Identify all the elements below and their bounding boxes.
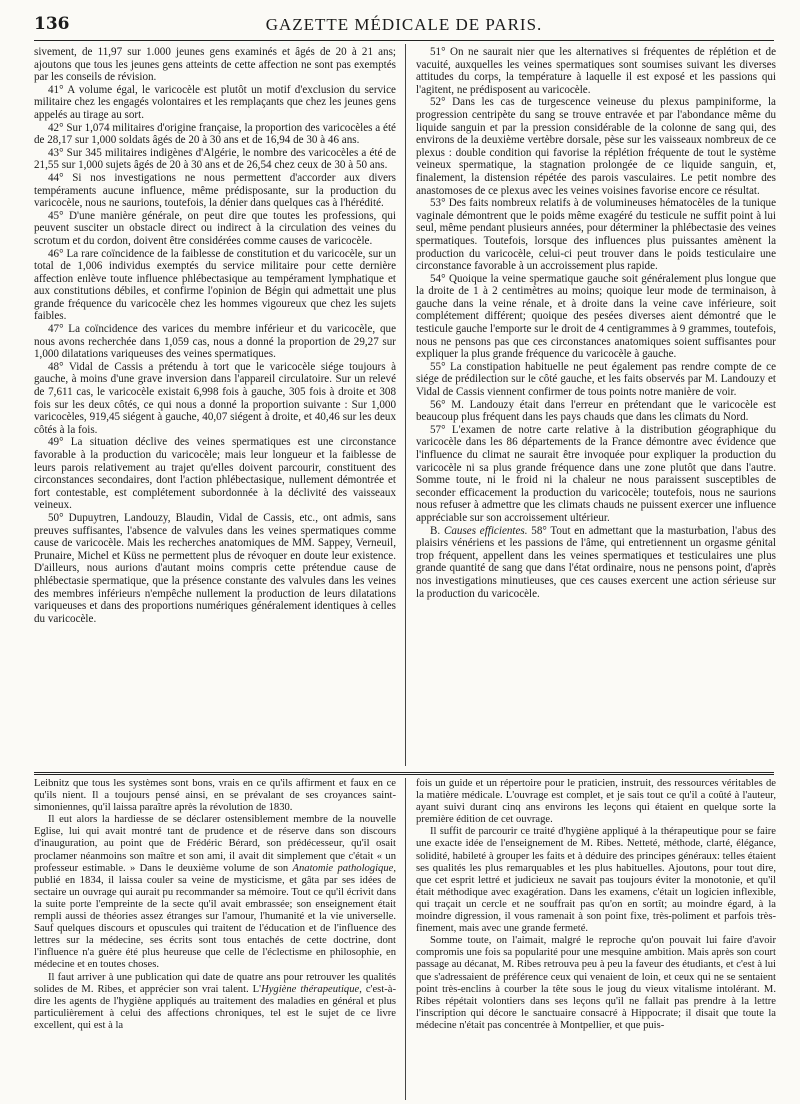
paragraph: 57° L'examen de notre carte relative à la distribution géographique du varicocèle dans les 86 départements de la France démontre avec évidence que l'influence du climat ne saurait être invoquée pour expliquer la production du varicocèle ni sa plus grande fréquence dans une zone plutôt que dans l'autre. Somme toute, ni le froid ni la chaleur ne nous paraissent susceptibles de seconder efficacement la production du varicocèle; toutefois, nous ne saurions nous refuser à admettre que les climats chauds ne puissent exercer une influence appréciable sur son accroissement ultérieur.	[416, 423, 776, 524]
journal-title: GAZETTE MÉDICALE DE PARIS.	[265, 15, 543, 34]
paragraph: Somme toute, on l'aimait, malgré le reproche qu'on pouvait lui faire d'avoir compromis une fois sa popularité pour une mesquine ambition. Mais après son court passage au décanat, M. Ribes retrouva peu à peu la faveur des étudiants, et c'est à lui que s'adressaient de préférence ceux qui venaient de loin, et ceux qui ne se sentaient point très-enclins à courber la tête sous le joug du vieux vitalisme intolérant. M. Ribes répétait volontiers dans ses leçons qu'il ne fallait pas prendre à la lettre l'inscription qui décore le sanctuaire consacré à Hippocrate; il disait que toute la médecine n'était pas concentrée à Montpellier, et que puis-	[416, 935, 776, 1031]
header-rule	[34, 40, 774, 41]
paragraph: 53° Des faits nombreux relatifs à de volumineuses hématocèles de la tunique vaginale démontrent que le poids même exagéré du testicule ne suffit point à lui seul, même pendant plusieurs années, pour déterminer la phlébectasie des veines spermatiques. Toutefois, lorsque des influences plus puissantes amènent la production du varicocèle, celui-ci peut trouver dans le poids testiculaire une circonstance favorable à un accroissement plus rapide.	[416, 197, 776, 273]
column-separator-lower	[405, 778, 406, 1100]
paragraph: sivement, de 11,97 sur 1.000 jeunes gens examinés et âgés de 20 à 21 ans; ajoutons que tous les jeunes gens atteints de cette affection ne sont pas exemptés par les conseils de révision.	[34, 46, 396, 84]
paragraph: 52° Dans les cas de turgescence veineuse du plexus pampiniforme, la progression centripète du sang se trouve entravée et par l'abondance même du liquide sanguin et par la pression considérable de la colonne de sang qui, des environs de la deuxième vertèbre dorsale, pèse sur les vaisseaux nombreux de ce plexus : double condition qui favorise la réplétion fréquente de tout le système veineux spermatique, la stagnation prolongée de ce liquide sanguin, et, finalement, la distension répétée des parois vasculaires. Le petit nombre des anastomoses de ce plexus avec les veines voisines favorise encore ce résultat.	[416, 96, 776, 197]
paragraph: 56° M. Landouzy était dans l'erreur en prétendant que le varicocèle est beaucoup plus fréquent dans les pays chauds que dans les climats du Nord.	[416, 398, 776, 424]
paragraph: 41° A volume égal, le varicocèle est plutôt un motif d'exclusion du service militaire chez les engagés volontaires et les remplaçants que chez les jeunes gens appelés au tirage au sort.	[34, 83, 396, 121]
paragraph: 47° La coïncidence des varices du membre inférieur et du varicocèle, que nous avons recherchée dans 1,059 cas, nous a donné la proportion de 29,27 sur 1,000 dilatations variqueuses des veines spermatiques.	[34, 323, 396, 361]
section-divider	[34, 772, 774, 775]
text-run: Il eut alors la hardiesse de se déclarer ostensiblement membre de la nouvelle Eglise, lui qui avait montré tant de prudence et de réserve dans son discours d'inauguration, au point que de Frédéric Bérard, son prédécesseur, qu'il osait proclamer néanmoins son maître et son ami, il avait dit simplement que c'était « un professeur estimable. » Dans le deuxième volume de son	[34, 814, 396, 874]
text-run: , publié en 1834, il laissa couler sa veine de mysticisme, et gâta par ses idées de sectaire un ouvrage qui aurait pu recommander sa mémoire. Tout ce qu'il écrivit dans la suite porte l'empreinte de la secte qu'il avait embrassée; son enseignement était rempli aussi de théories assez étranges sur l'amour, l'humanité et la vie universelle. Sauf quelques discours et opuscules qui traitent de l'éducation et de l'influence des lettres sur la médecine, ses écrits sont tous entachés de cette doctrine, dont l'influence n'a guère été plus heureuse que celle de l'éclectisme en philosophie, en médecine et en toutes choses.	[34, 862, 396, 971]
section-label: B.	[430, 524, 441, 537]
paragraph: fois un guide et un répertoire pour le praticien, instruit, des ressources véritables de la matière médicale. L'ouvrage est complet, et je sais tout ce qu'il a coûté à l'auteur, ayant suivi durant cinq ans environs les leçons qui étaient en quelque sorte la première édition de cet ouvrage.	[416, 778, 776, 826]
upper-right-column	[416, 46, 776, 764]
paragraph: Leibnitz que tous les systèmes sont bons, vrais en ce qu'ils affirment et faux en ce qu'ils nient. Il a toujours pensé ainsi, en se prévalant de ses croyances saint-simoniennes, qu'il laissa paraître après la révolution de 1830.	[34, 778, 396, 814]
text-run: Il faut arriver à une publication qui date de quatre ans pour retrouver les qualités solides de M. Ribes, et apprécier son vrai talent. L'	[34, 971, 396, 995]
lower-right-column	[416, 778, 776, 1100]
section-title: Causes efficientes.	[443, 524, 528, 537]
text-run: , c'est-à-dire les agents de l'hygiène appliqués au traitement des maladies en général et plus particulièrement à celui des affections chroniques, tel est le sujet de ce livre excellent, qui est à la	[34, 983, 396, 1031]
paragraph	[34, 972, 396, 1032]
book-title: Anatomie pathologique	[292, 862, 394, 874]
paragraph: 49° La situation déclive des veines spermatiques est une circonstance favorable à la production du varicocèle; mais leur longueur et la faiblesse de leurs parois relativement au trajet qu'elles doivent parcourir, constituent des circonstances secondaires, dont l'action phlébectasique, nullement démontrée et fort contestable, est complétement subordonnée à la déclivité des vaisseaux veineux.	[34, 436, 396, 512]
paragraph: 48° Vidal de Cassis a prétendu à tort que le varicocèle siége toujours à gauche, à moins d'une grave inversion dans l'appareil circulatoire. Sur un relevé de 7,611 cas, le varicocèle existait 6,998 fois à gauche, 305 fois à droite et 308 fois sur les deux côtés, ce qui nous a donné la proportion suivante : Sur 1,000 varicocèles, 919,45 siégent à gauche, 40,07 siégent à droite, et 40,46 sur les deux côtés à la fois.	[34, 360, 396, 436]
paragraph: 45° D'une manière générale, on peut dire que toutes les professions, qui peuvent susciter un obstacle direct ou indirect à la circulation des veines du scrotum et du cordon, doivent être considérées comme causes de varicocèle.	[34, 209, 396, 247]
page-header	[34, 14, 774, 36]
paragraph: 44° Si nos investigations ne nous permettent d'accorder aux divers tempéraments aucune influence, même prédisposante, sur la production du varicocèle, nous ne saurions, toutefois, la dénier dans quelques cas à l'hérédité.	[34, 171, 396, 210]
paragraph: 51° On ne saurait nier que les alternatives si fréquentes de réplétion et de vacuité, auxquelles les veines spermatiques sont soumises suivant les diverses attitudes du corps, la température à laquelle il est exposé et les passions qui l'agitent, ne prédisposent au varicocèle.	[416, 46, 776, 96]
paragraph: 50° Dupuytren, Landouzy, Blaudin, Vidal de Cassis, etc., ont admis, sans preuves suffisantes, l'absence de valvules dans les veines spermatiques comme cause de varicocèle. Mais les recherches anatomiques de MM. Sappey, Verneuil, Prunaire, Michel et Küss ne permettent plus de révoquer en doute leur existence. D'ailleurs, nous aurions d'autant moins compris cette prétendue cause de phlébectasie spermatique, que la présence constante des valvules dans les veines des membres inférieurs n'empêche nullement la production de leurs dilatations variqueuses et dans des proportions numériques généralement identiques à celles du varicocèle.	[34, 511, 396, 625]
paragraph: 46° La rare coïncidence de la faiblesse de constitution et du varicocèle, sur un total de 1,006 individus exemptés du service militaire pour cette dernière affection enlève toute influence phlébectasique au tempérament lymphatique et aux constitutions débiles, et confirme l'opinion de Bégin qui admettait une plus grande fréquence du varicocèle chez les hommes vigoureux que chez les sujets faibles.	[34, 247, 396, 323]
column-separator-upper	[405, 44, 406, 766]
paragraph: Il suffit de parcourir ce traité d'hygiène appliqué à la thérapeutique pour se faire une exacte idée de l'enseignement de M. Ribes. Netteté, méthode, clarté, élégance, solidité, habileté à grouper les faits et à déduire des principes généraux: telles étaient ses qualités les plus remarquables et les plus habituelles. Ajoutons, pour tout dire, que cet esprit lettré et judicieux ne savait pas toujours éviter la monotonie, et qu'il était méthodique avec exagération. Dans les examens, c'était un logicien inflexible, qui traçait un cercle et ne souffrait pas qu'on en sortît; au moindre égard, à la moindre digression, il vous ramenait à son point fixe, très-poliment et parfois très-finement, mais avec une grande fermeté.	[416, 826, 776, 935]
book-title: Hygiène thérapeutique	[261, 983, 360, 995]
upper-left-column	[34, 46, 396, 764]
paragraph: 42° Sur 1,074 militaires d'origine française, la proportion des varicocèles a été de 28,17 sur 1,000 soldats âgés de 20 à 30 ans et de 16,94 de 30 à 46 ans.	[34, 121, 396, 147]
paragraph: 55° La constipation habituelle ne peut également pas rendre compte de ce siége de prédilection sur le côté gauche, et les faits observés par M. Landouzy et Vidal de Cassis viennent confirmer de tous points notre manière de voir.	[416, 360, 776, 399]
section-paragraph	[416, 525, 776, 601]
paragraph	[34, 814, 396, 971]
page-number: 136	[34, 14, 70, 34]
lower-left-column	[34, 778, 396, 1100]
section-text: 58° Tout en admettant que la masturbation, l'abus des plaisirs vénériens et les passions de l'âme, qui entretiennent un orgasme génital trop fréquent, appellent dans les veines spermatiques et testiculaires une plus grande quantité de sang que dans l'état ordinaire, nous ne pensons point, d'après nos investigations minutieuses, que ces causes exercent une action sérieuse sur la production du varicocèle.	[416, 524, 776, 600]
paragraph: 43° Sur 345 militaires indigènes d'Algérie, le nombre des varicocèles a été de 21,55 sur 1,000 sujets âgés de 20 à 30 ans et de 26,54 chez ceux de 30 à 50 ans.	[34, 146, 396, 172]
paragraph: 54° Quoique la veine spermatique gauche soit généralement plus longue que la droite de 1 à 2 centimètres au moins; quoique leur mode de terminaison, à gauche dans la veine rénale, et à droite dans la veine cave inférieure, soit complétement différent; quoique des pesées diverses aient démontré que le testicule gauche l'emporte sur le droit de 4 centigrammes à 9 grammes, toutefois, nous ne pensons pas que ces circonstances anatomiques soient suffisantes pour expliquer la plus grande fréquence du varicocèle à gauche.	[416, 272, 776, 361]
